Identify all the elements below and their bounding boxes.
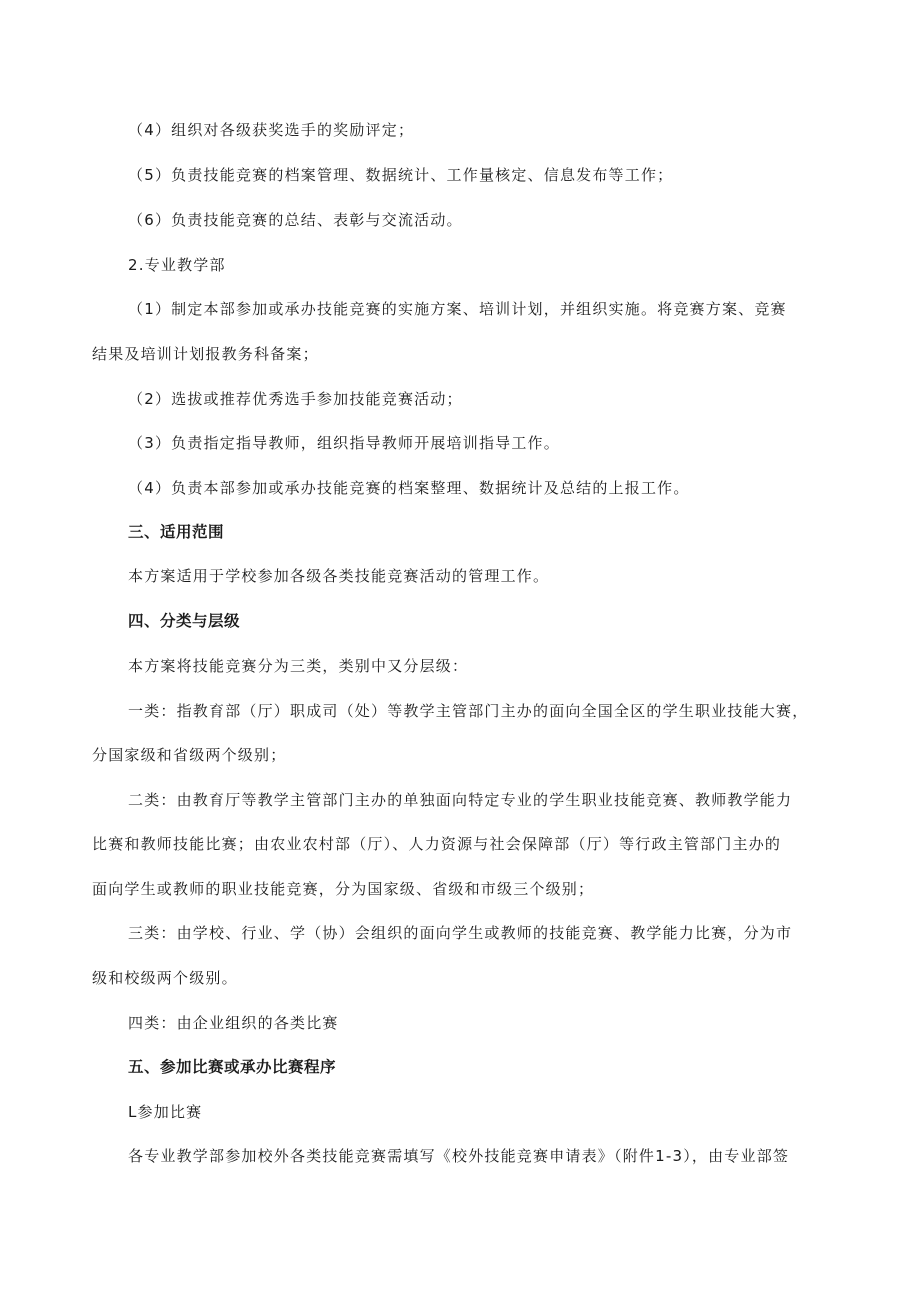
paragraph-class-2-cont-1: 比赛和教师技能比赛；由农业农村部（厅）、人力资源与社会保障部（厅）等行政主管部门主办的	[92, 835, 782, 853]
paragraph-dept-duty-1: （1）制定本部参加或承办技能竞赛的实施方案、培训计划，并组织实施。将竞赛方案、竞赛	[128, 300, 787, 318]
paragraph-class-2-cont-2: 面向学生或教师的职业技能竞赛，分为国家级、省级和市级三个级别；	[92, 880, 595, 898]
paragraph-class-1-cont: 分国家级和省级两个级别；	[92, 746, 287, 764]
paragraph-classification-intro: 本方案将技能竞赛分为三类，类别中又分层级：	[128, 657, 469, 675]
paragraph-scope: 本方案适用于学校参加各级各类技能竞赛活动的管理工作。	[128, 567, 550, 585]
paragraph-class-4: 四类：由企业组织的各类比赛	[128, 1014, 339, 1032]
paragraph-class-3: 三类：由学校、行业、学（协）会组织的面向学生或教师的技能竞赛、教学能力比赛，分为市	[128, 924, 793, 942]
paragraph-duty-6: （6）负责技能竞赛的总结、表彰与交流活动。	[128, 211, 463, 229]
section-heading-procedure: 五、参加比赛或承办比赛程序	[128, 1058, 337, 1076]
subheading-participation: L参加比赛	[128, 1103, 203, 1121]
paragraph-participation: 各专业教学部参加校外各类技能竞赛需填写《校外技能竞赛申请表》（附件1-3），由专业部签	[128, 1147, 790, 1165]
section-heading-classification: 四、分类与层级	[128, 612, 241, 630]
paragraph-dept-duty-3: （3）负责指定指导教师，组织指导教师开展培训指导工作。	[128, 434, 560, 452]
section-heading-scope: 三、适用范围	[128, 523, 225, 541]
paragraph-class-1: 一类：指教育部（厅）职成司（处）等教学主管部门主办的面向全国全区的学生职业技能大赛，	[128, 702, 809, 720]
paragraph-class-3-cont: 级和校级两个级别。	[92, 969, 238, 987]
paragraph-dept-duty-1-cont: 结果及培训计划报教务科备案；	[92, 345, 319, 363]
paragraph-class-2: 二类：由教育厅等教学主管部门主办的单独面向特定专业的学生职业技能竞赛、教师教学能力	[128, 791, 793, 809]
paragraph-dept-duty-2: （2）选拔或推荐优秀选手参加技能竞赛活动；	[128, 390, 463, 408]
paragraph-duty-5: （5）负责技能竞赛的档案管理、数据统计、工作量核定、信息发布等工作；	[128, 166, 674, 184]
paragraph-duty-4: （4）组织对各级获奖选手的奖励评定；	[128, 121, 415, 139]
paragraph-dept-duty-4: （4）负责本部参加或承办技能竞赛的档案整理、数据统计及总结的上报工作。	[128, 479, 690, 497]
subheading-teaching-department: 2.专业教学部	[128, 256, 226, 274]
